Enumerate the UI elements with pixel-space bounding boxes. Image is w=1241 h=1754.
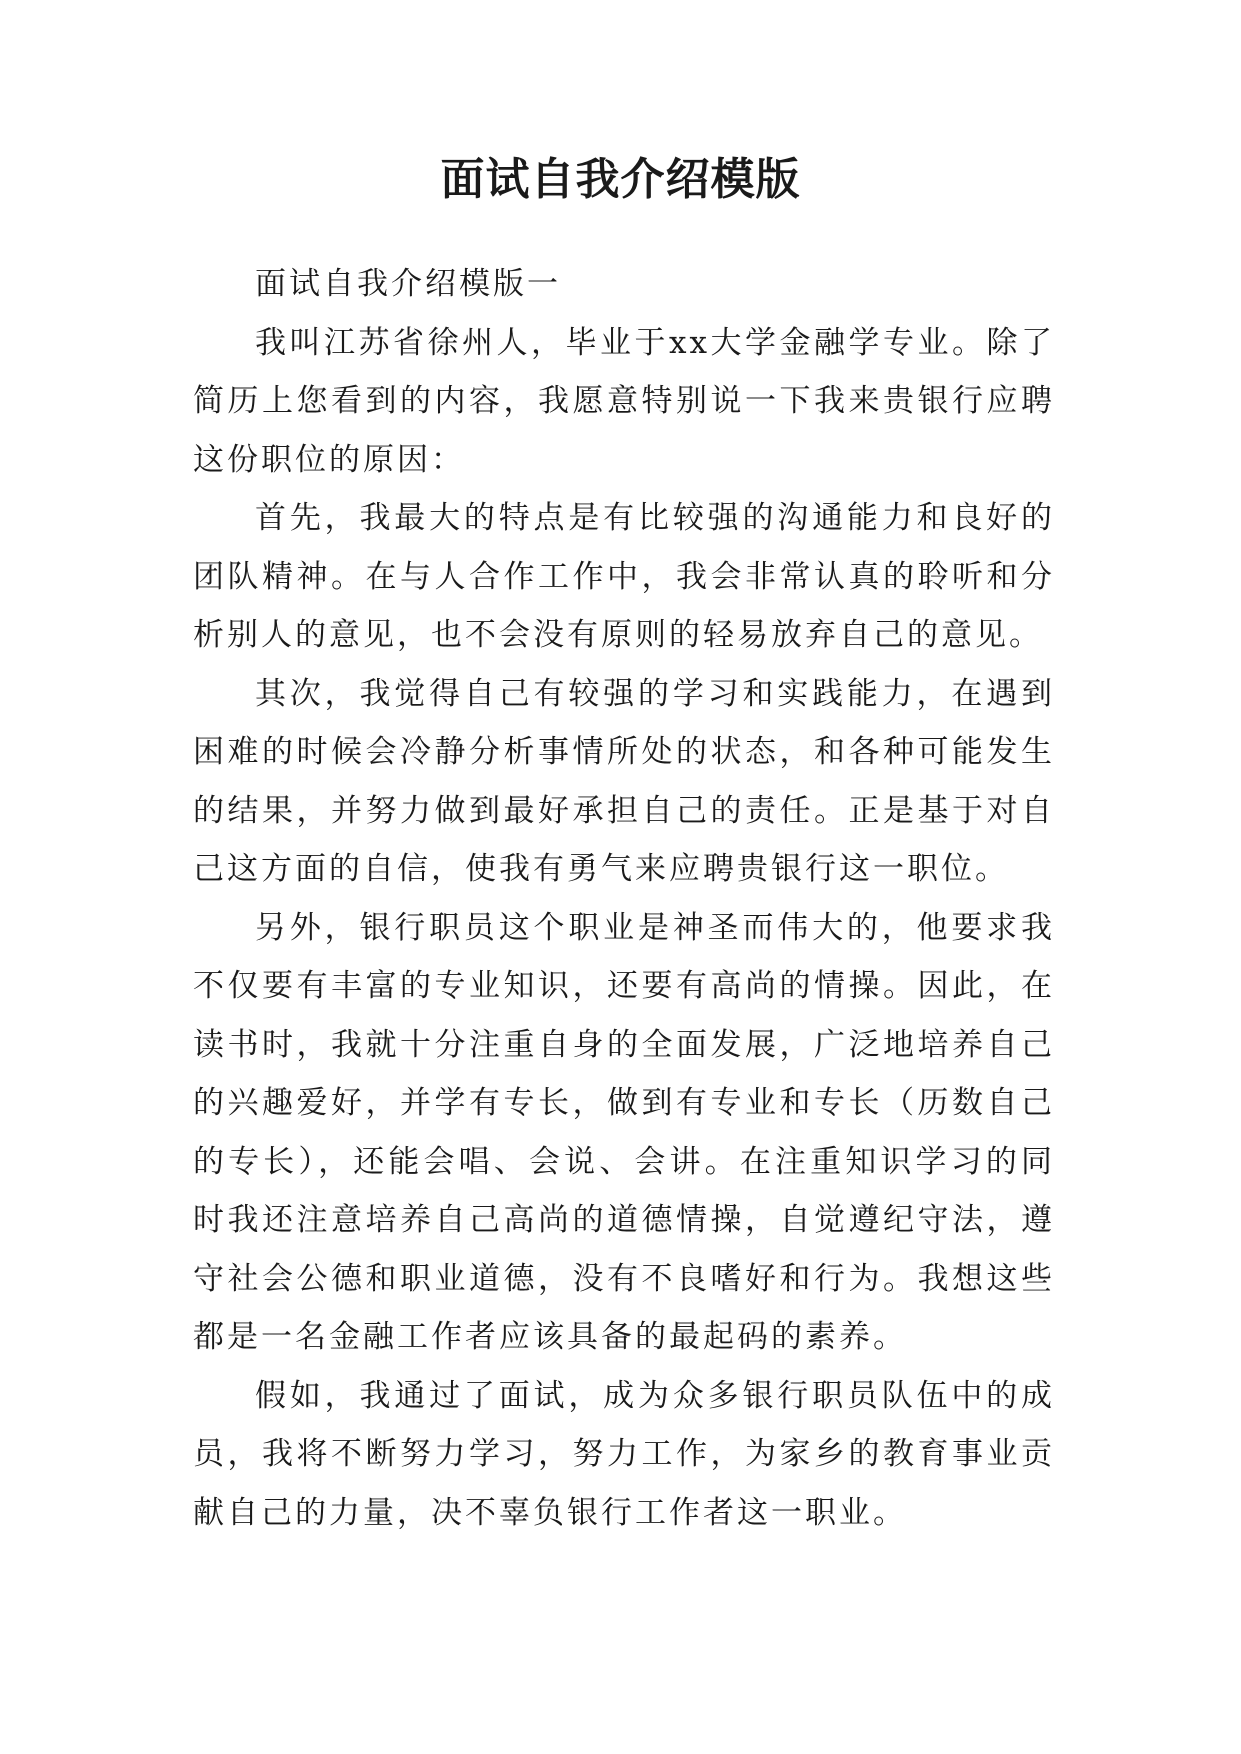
section-heading: 面试自我介绍模版一 xyxy=(255,266,561,302)
paragraph-third: 另外，银行职员这个职业是神圣而伟大的，他要求我不仅要有丰富的专业知识，还要有高尚的情操。因此，在读书时，我就十分注重自身的全面发展，广泛地培养自己的兴趣爱好，并学有专长，做到有专业和专长（历数自己的专长），还能会唱、会说、会讲。在注重知识学习的同时我还注意培养自己高尚的道德情操，自觉遵纪守法，遵守社会公德和职业道德，没有不良嗜好和行为。我想这些都是一名金融工作者应该具备的最起码的素养。 xyxy=(193,909,1055,1355)
paragraph-closing: 假如，我通过了面试，成为众多银行职员队伍中的成员，我将不断努力学习，努力工作，为家乡的教育事业贡献自己的力量，决不辜负银行工作者这一职业。 xyxy=(193,1377,1055,1531)
document-body xyxy=(193,255,1055,1542)
paragraph-intro: 我叫江苏省徐州人，毕业于xx大学金融学专业。除了简历上您看到的内容，我愿意特别说一下我来贵银行应聘这份职位的原因： xyxy=(193,324,1055,478)
paragraph-second: 其次，我觉得自己有较强的学习和实践能力，在遇到困难的时候会冷静分析事情所处的状态，和各种可能发生的结果，并努力做到最好承担自己的责任。正是基于对自己这方面的自信，使我有勇气来应聘贵银行这一职位。 xyxy=(193,675,1055,887)
paragraph-first: 首先，我最大的特点是有比较强的沟通能力和良好的团队精神。在与人合作工作中，我会非常认真的聆听和分析别人的意见，也不会没有原则的轻易放弃自己的意见。 xyxy=(193,500,1055,653)
document-title: 面试自我介绍模版 xyxy=(440,154,801,205)
